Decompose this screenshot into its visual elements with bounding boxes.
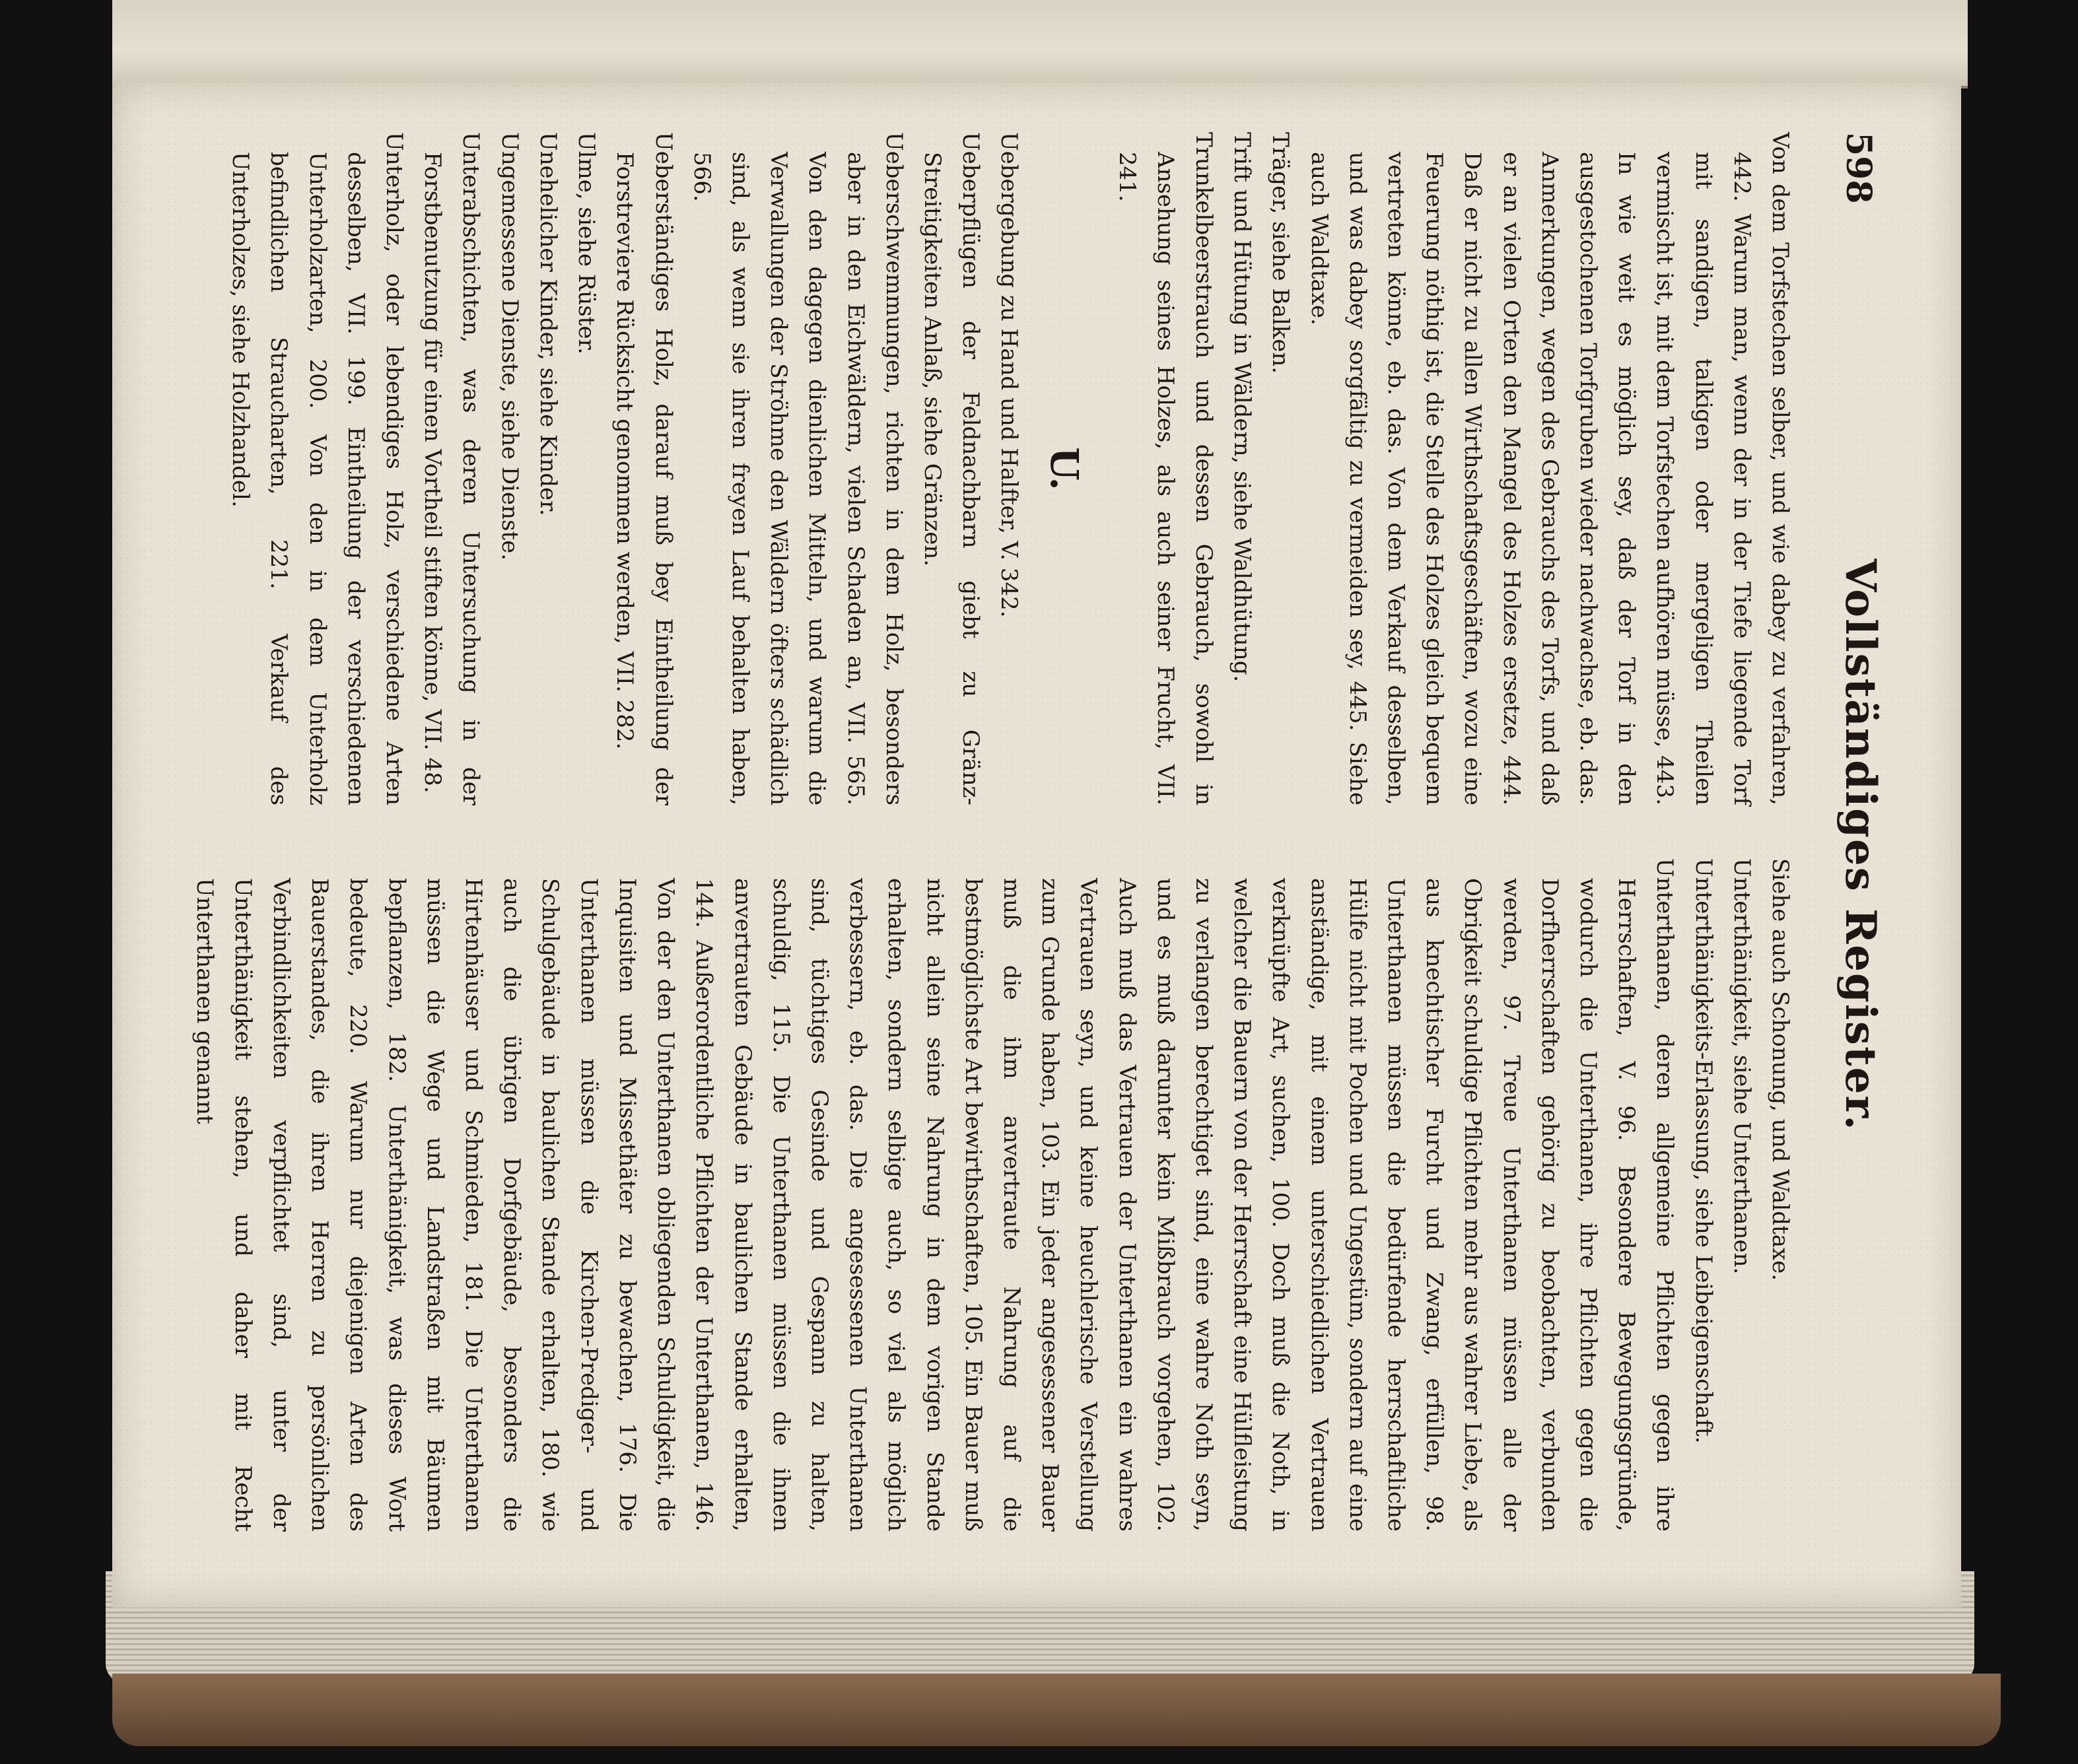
book-page: [112, 83, 1961, 1608]
index-entry: Ulme, siehe Rüster.: [573, 132, 600, 355]
right-column: [185, 858, 1799, 1532]
index-entry: Von dem Torfstechen selber, und wie dabey zu verfahren, 442. Warum man, wenn der in der Tiefe liegende Torf mit sandigen, talkigen oder mergeligen Theilen vermischt ist, mit dem Torfstechen aufhören müsse, 443. In wie weit es möglich sey, daß der Torf in den ausgestochenen Torfgruben wieder nachwachse, eb. das. Anmerkungen, wegen des Gebrauchs des Torfs, und daß er an vielen Orten den Mangel des Holzes ersetze, 444. Daß er nicht zu allen Wirthschaftsgeschäften, wozu eine Feuerung nöthig ist, die Stelle des Holzes gleich bequem vertreten könne, eb. das. Von dem Verkauf desselben, und was dabey sorgfältig zu vermeiden sey, 445. Siehe auch Waldtaxe.: [1305, 132, 1793, 805]
page-header: [1819, 132, 1885, 1558]
left-column: [221, 132, 1799, 805]
page-content: [155, 106, 1898, 1584]
index-entry: Unterthänigkeit, siehe Unterthanen.: [1728, 858, 1755, 1275]
index-entry: Unterthänigkeits-Erlassung, siehe Leibeigenschaft.: [1690, 858, 1717, 1444]
index-entry: Unterholz, oder lebendiges Holz, verschiedene Arten desselben, VII. 199. Eintheilung der verschiedenen Unterholzarten, 200. Von den in dem Unterholz befindlichen Straucharten, 221. Verkauf des Unterholzes, siehe Holzhandel.: [227, 132, 408, 805]
index-entry: Unehelicher Kinder, siehe Kinder.: [534, 132, 561, 516]
index-entry: Träger, siehe Balken.: [1267, 132, 1294, 374]
running-title: Vollständiges Register.: [1836, 559, 1885, 1132]
page-number: 598: [1838, 132, 1879, 204]
index-entry: Ungemessene Dienste, siehe Dienste.: [496, 132, 523, 561]
book-cover: [112, 1674, 2001, 1746]
previous-page-edge: [112, 0, 1968, 88]
index-entry: Trunkelbeerstrauch und dessen Gebrauch, sowohl in Ansehung seines Holzes, als auch seiner Frucht, VII. 241.: [1113, 132, 1217, 805]
index-entry: Unterthanen, deren allgemeine Pflichten gegen ihre Herrschaften, V. 96. Besondere Bewegungsgründe, wodurch die Unterthanen, ihre Pflichten gegen die Dorfherrschaften gehörig zu beobachten, verbunden werden, 97. Treue Unterthanen müssen alle der Obrigkeit schuldige Pflichten mehr aus wahrer Liebe, als aus knechtischer Furcht und Zwang, erfüllen, 98. Unterthanen müssen die bedürfende herrschaftliche Hülfe nicht mit Pochen und Ungestüm, sondern auf eine anständige, mit einem unterschiedlichen Vertrauen verknüpfte Art, suchen, 100. Doch muß die Noth, in welcher die Bauern von der Herrschaft eine Hülfleistung zu verlangen berechtiget sind, eine wahre Noth seyn, und es muß darunter kein Mißbrauch vorgehen, 102. Auch muß das Vertrauen der Unterthanen ein wahres Vertrauen seyn, und keine heuchlerische Verstellung zum Grunde haben, 103. Ein jeder angesessener Bauer muß die ihm anvertraute Nahrung auf die bestmöglichste Art bewirthschaften, 105. Ein Bauer muß nicht allein seine Nahrung in dem vorigen Stande erhalten, sondern selbige auch, so viel als möglich verbessern, eb. das. Die angesessenen Unterthanen sind, tüchtiges Gesinde und Gespann zu halten, schuldig, 115. Die Unterthanen müssen die ihnen anvertrauten Gebäude in baulichen Stande erhalten, 144. Außerordentliche Pflichten der Unterthanen, 146. Von der den Unterthanen obliegenden Schuldigkeit, die Inquisiten und Missethäter zu bewachen, 176. Die Unterthanen müssen die Kirchen-Prediger- und Schulgebäude in baulichen Stande erhalten, 180. wie auch die übrigen Dorfgebäude, besonders die Hirtenhäuser und Schmieden, 181. Die Unterthanen müssen die Wege und Landstraßen mit Bäumen bepflanzen, 182. Unterthänigkeit, was dieses Wort bedeute, 220. Warum nur diejenigen Arten des Bauerstandes, die ihren Herren zu persönlichen Verbindlichkeiten verpflichtet sind, unter der Unterthänigkeit stehen, und daher mit Recht Unterthanen genannt: [191, 858, 1679, 1532]
index-entry: Unterabschichten, was deren Untersuchung in der Forstbenutzung für einen Vortheil stiften könne, VII. 48.: [419, 132, 485, 805]
index-entry: Trift und Hütung in Wäldern, siehe Waldhütung.: [1229, 132, 1256, 683]
index-entry: Ueberpflügen der Feldnachbarn giebt zu Gränz-Streitigkeiten Anlaß, siehe Gränzen.: [918, 132, 985, 805]
index-entry: Ueberständiges Holz, darauf muß bey Eintheilung der Forstreviere Rücksicht genommen werden, VII. 282.: [611, 132, 677, 805]
index-entry: Ueberschwemmungen, richten in dem Holz, besonders aber in den Eichwäldern, vielen Schaden an, VII. 565. Von den dagegen dienlichen Mitteln, und warum die Verwallungen der Ströhme den Wäldern öfters schädlich sind, als wenn sie ihren freyen Lauf behalten haben, 566.: [688, 132, 907, 805]
index-entry: Uebergebung zu Hand und Halfter, V. 342.: [996, 132, 1023, 618]
section-letter: U.: [1042, 447, 1088, 491]
index-entry: Siehe auch Schonung, und Waldtaxe.: [1767, 858, 1793, 1281]
